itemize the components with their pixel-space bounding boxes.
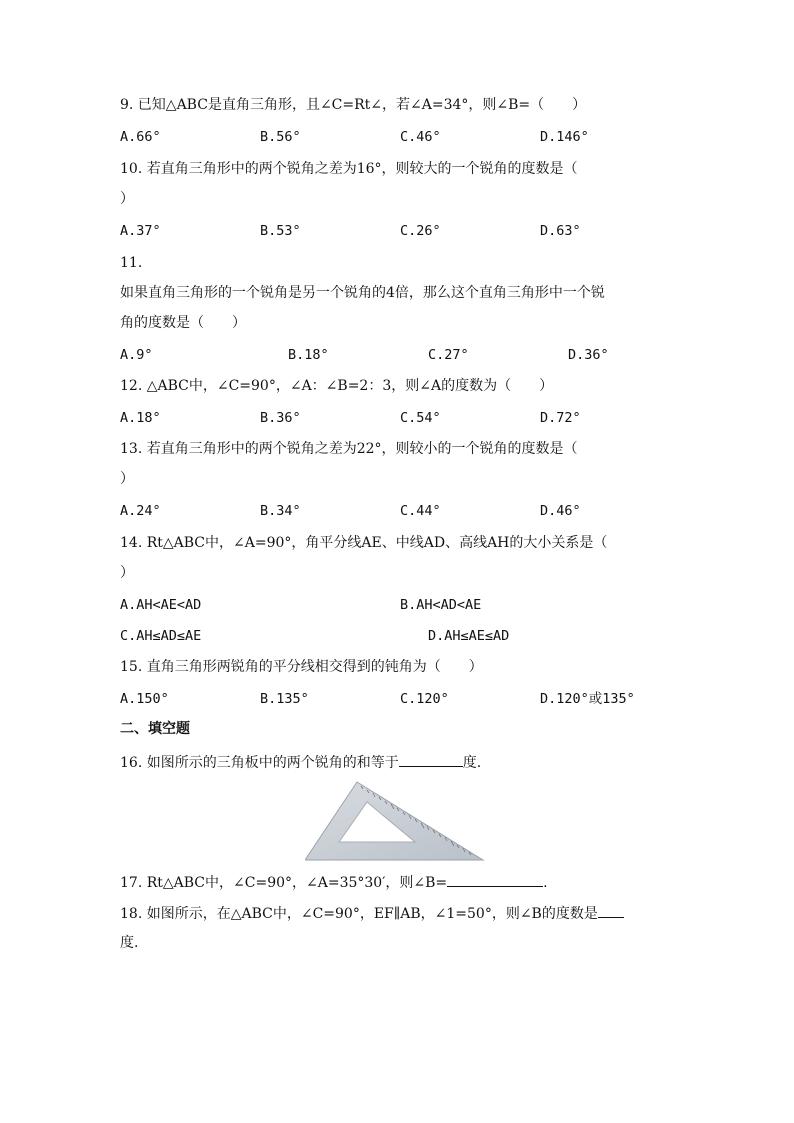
q9-option-c: C.46°: [400, 129, 441, 145]
question-18: [120, 903, 624, 923]
q11-option-a: A.9°: [120, 347, 153, 363]
q12-option-a: A.18°: [120, 410, 161, 426]
q11-option-d: D.36°: [568, 347, 609, 363]
q14-option-b: B.AH<AD<AE: [400, 597, 482, 613]
question-13-stem: 13. 若直角三角形中的两个锐角之差为22°，则较小的一个锐角的度数是（: [120, 441, 578, 457]
q12-option-c: C.54°: [400, 410, 441, 426]
q16-text-after: 度.: [462, 755, 482, 771]
q13-option-c: C.44°: [400, 503, 441, 519]
q9-option-a: A.66°: [120, 129, 161, 145]
q16-answer-blank[interactable]: [399, 752, 463, 767]
q10-option-b: B.53°: [260, 223, 301, 239]
q10-option-a: A.37°: [120, 223, 161, 239]
q9-option-d: D.146°: [540, 129, 589, 145]
q16-text: 16. 如图所示的三角板中的两个锐角的和等于: [120, 755, 399, 771]
question-18-cont: 度.: [120, 935, 139, 951]
ruler-outer-shape: [305, 782, 483, 860]
q15-option-d: D.120°或135°: [540, 691, 635, 707]
question-14-stem: 14. Rt△ABC中，∠A=90°，角平分线AE、中线AD、高线AH的大小关系是（: [120, 535, 608, 551]
q13-option-a: A.24°: [120, 503, 161, 519]
question-13-stem-cont: ）: [120, 471, 134, 487]
question-9-stem: 9. 已知△ABC是直角三角形，且∠C=Rt∠，若∠A=34°，则∠B=（ ）: [120, 97, 587, 113]
q15-option-b: B.135°: [260, 691, 309, 707]
q12-option-b: B.36°: [260, 410, 301, 426]
q11-option-b: B.18°: [288, 347, 329, 363]
question-11-stem-cont: 角的度数是（ ）: [120, 315, 246, 331]
question-16: [120, 752, 481, 772]
question-17: [120, 872, 548, 892]
q18-text: 18. 如图所示，在△ABC中，∠C=90°，EF∥AB，∠1=50°，则∠B的度数是: [120, 906, 598, 922]
q17-answer-blank[interactable]: [447, 872, 543, 887]
q14-option-d: D.AH≤AE≤AD: [428, 628, 510, 644]
question-12-stem: 12. △ABC中，∠C=90°，∠A：∠B=2：3，则∠A的度数为（ ）: [120, 378, 554, 394]
q11-option-c: C.27°: [428, 347, 469, 363]
q18-answer-blank[interactable]: [598, 903, 624, 918]
q13-option-b: B.34°: [260, 503, 301, 519]
q17-text-after: .: [543, 875, 548, 891]
question-11-stem: 如果直角三角形的一个锐角是另一个锐角的4倍，那么这个直角三角形中一个锐: [120, 285, 605, 301]
q15-option-a: A.150°: [120, 691, 169, 707]
question-15-stem: 15. 直角三角形两锐角的平分线相交得到的钝角为（ ）: [120, 659, 483, 675]
question-10-stem-cont: ）: [120, 191, 134, 207]
triangle-ruler-figure: [305, 780, 485, 862]
question-10-stem: 10. 若直角三角形中的两个锐角之差为16°，则较大的一个锐角的度数是（: [120, 161, 578, 177]
question-14-stem-cont: ）: [120, 565, 134, 581]
question-11-number: 11.: [120, 255, 143, 271]
q9-option-b: B.56°: [260, 129, 301, 145]
q15-option-c: C.120°: [400, 691, 449, 707]
q13-option-d: D.46°: [540, 503, 581, 519]
q17-text: 17. Rt△ABC中，∠C=90°，∠A=35°30′，则∠B=: [120, 875, 448, 891]
section-heading-fill-in: 二、填空题: [120, 721, 190, 737]
q14-option-c: C.AH≤AD≤AE: [120, 628, 202, 644]
q10-option-d: D.63°: [540, 223, 581, 239]
q12-option-d: D.72°: [540, 410, 581, 426]
q14-option-a: A.AH<AE<AD: [120, 597, 202, 613]
q10-option-c: C.26°: [400, 223, 441, 239]
